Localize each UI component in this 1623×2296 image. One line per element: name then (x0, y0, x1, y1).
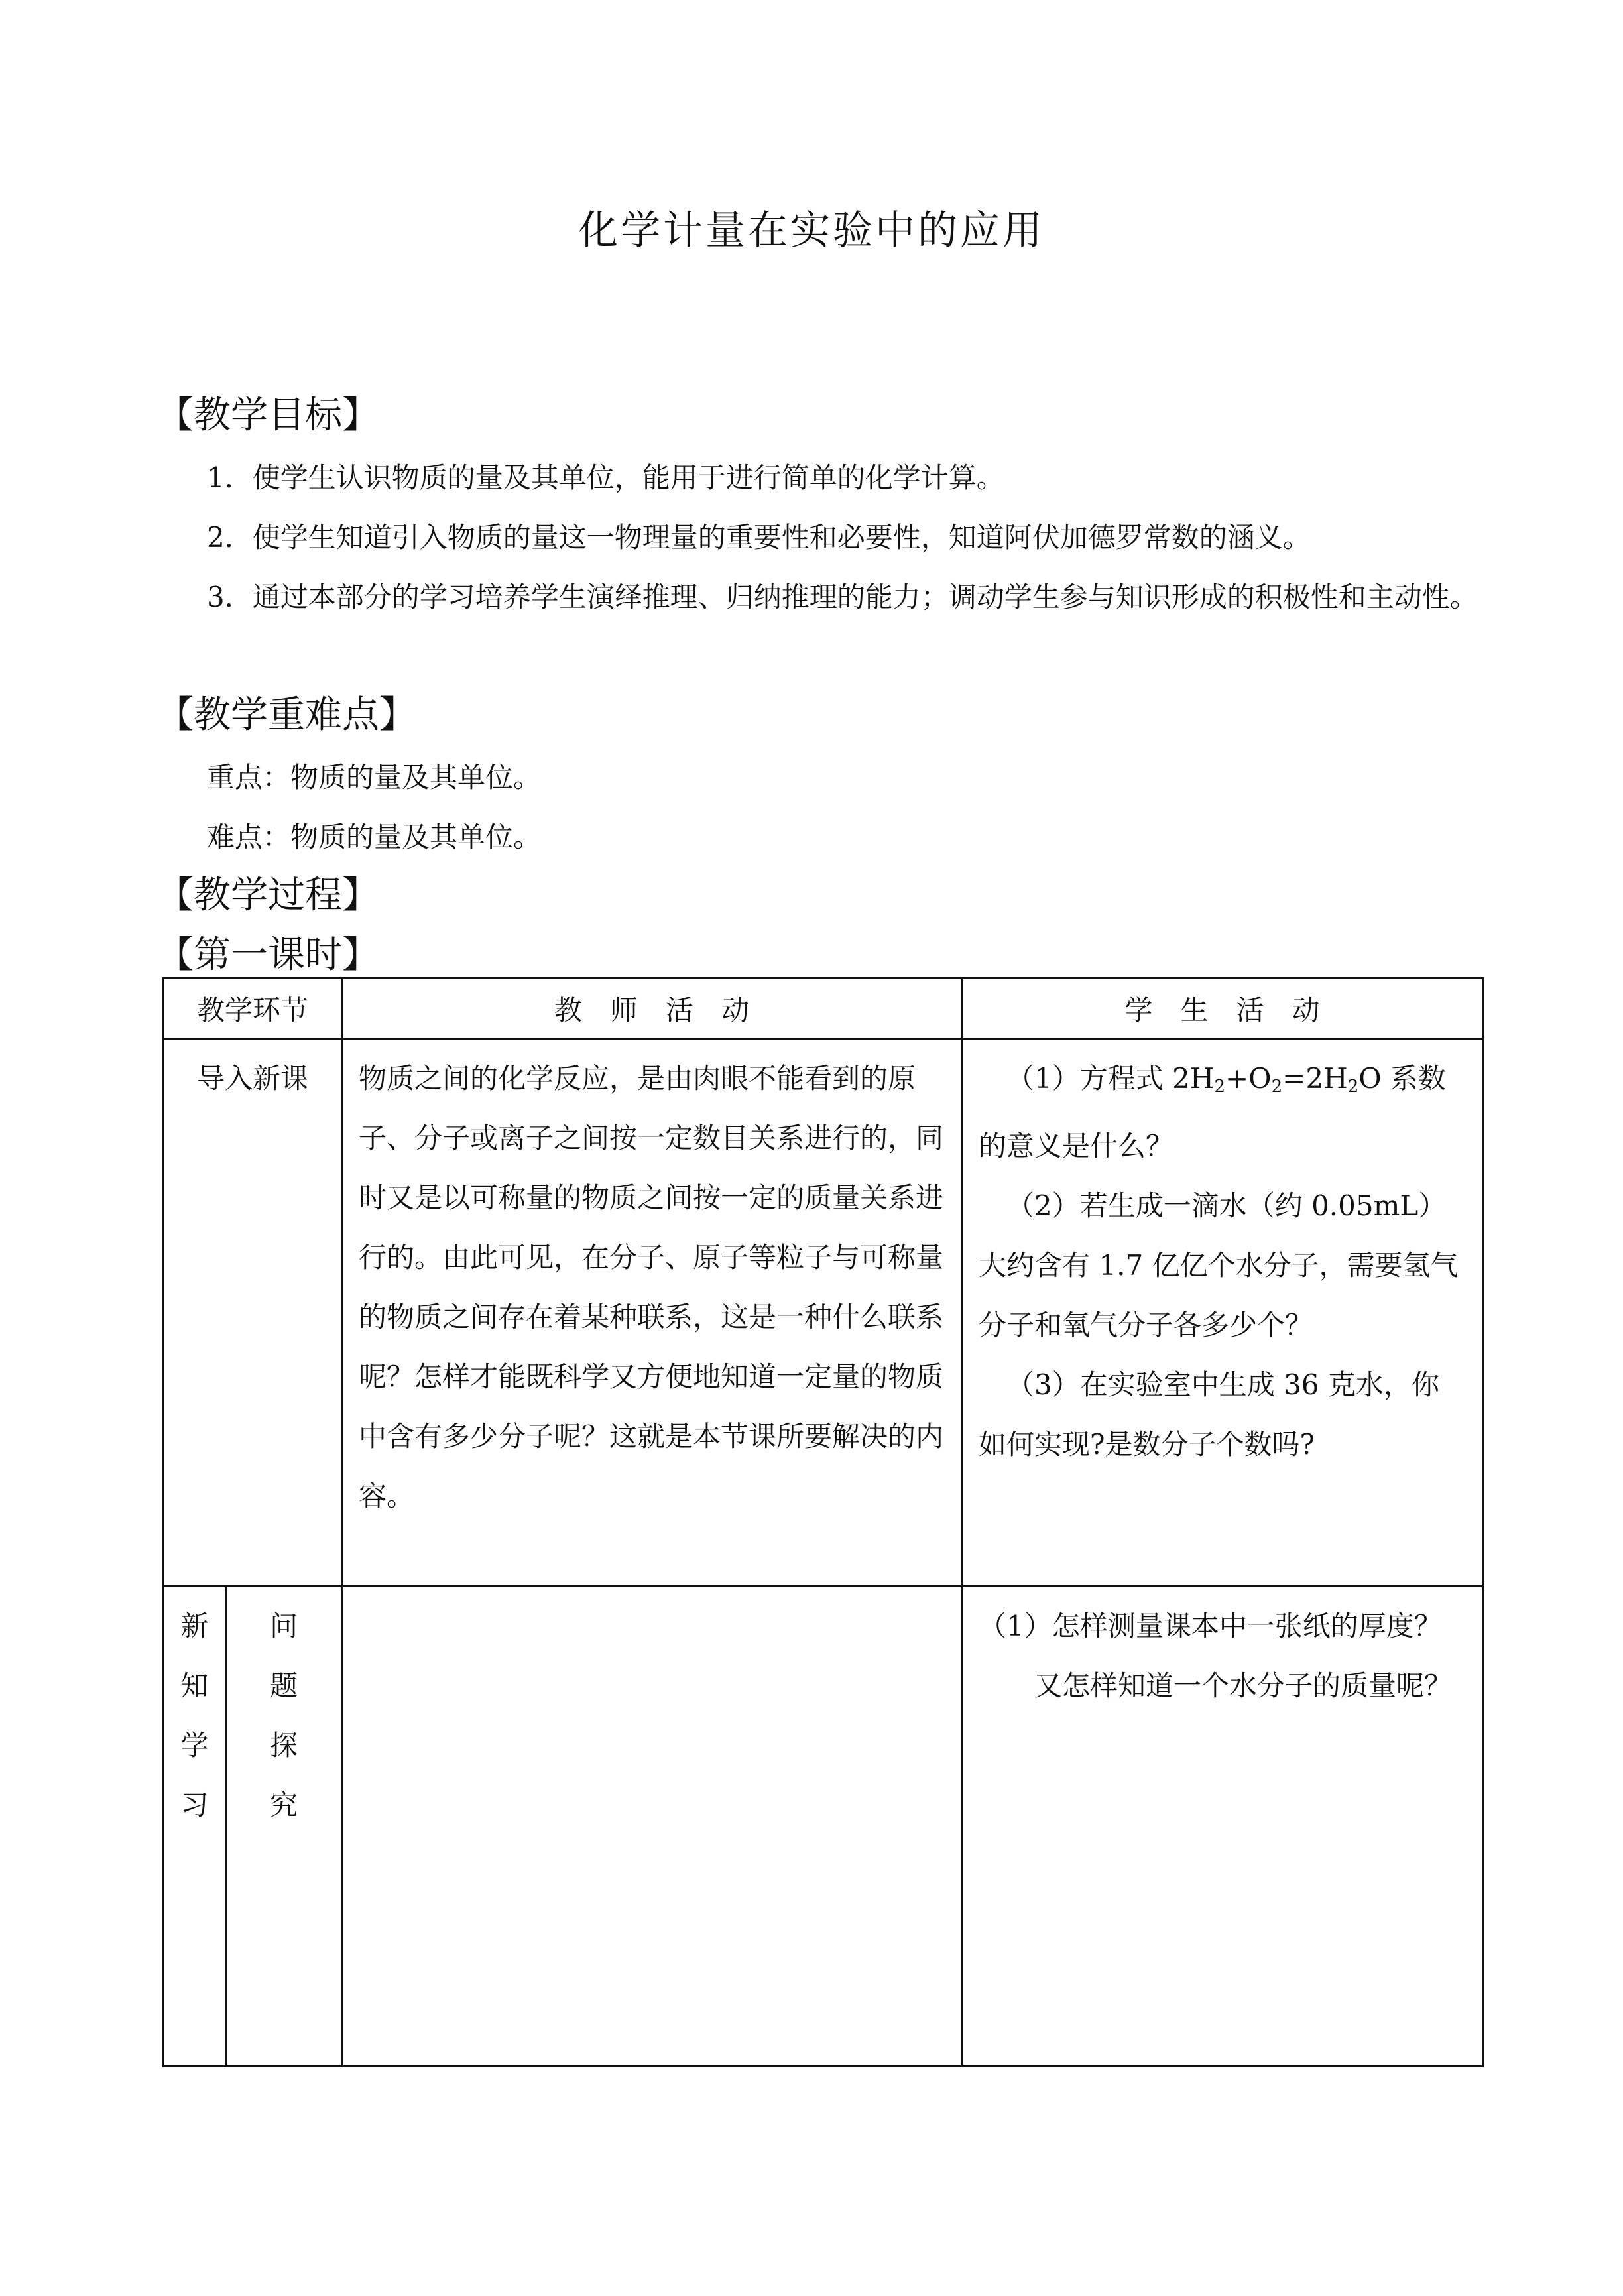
new-knowledge-teacher-text (343, 1587, 961, 1597)
intro-student-text (963, 1040, 1482, 1475)
intro-stage-cell (164, 1039, 342, 1587)
objective-2: 2．使学生知道引入物质的量这一物理量的重要性和必要性，知道阿伏加德罗常数的涵义。 (207, 521, 1311, 554)
new-knowledge-substage-cell (226, 1587, 342, 2067)
table-header-row (164, 979, 1483, 1039)
new-knowledge-substage-label: 问 题 探 究 (270, 1610, 298, 1821)
new-knowledge-stage-cell (164, 1587, 226, 2067)
objective-1: 1．使学生认识物质的量及其单位，能用于进行简单的化学计算。 (207, 461, 1004, 494)
table-row-new-knowledge (164, 1587, 1483, 2067)
objectives-heading: 【教学目标】 (156, 394, 379, 437)
page-title: 化学计量在实验中的应用 (578, 208, 1045, 254)
process-heading: 【教学过程】 (156, 874, 379, 917)
header-teacher: 教 师 活 动 (342, 979, 962, 1039)
lesson-table (162, 977, 1484, 2067)
intro-student-cell (962, 1039, 1483, 1587)
intro-student-q2: （2）若生成一滴水（约 0.05mL）大约含有 1.7 亿亿个水分子，需要氢气分子和氧气分子各多少个？ (979, 1189, 1459, 1341)
table-row-intro (164, 1039, 1483, 1587)
objective-3: 3．通过本部分的学习培养学生演绎推理、归纳推理的能力；调动学生参与知识形成的积极性和主动性。 (207, 581, 1478, 613)
lesson-heading: 【第一课时】 (156, 934, 379, 977)
new-knowledge-student-text (963, 1587, 1482, 1716)
key-points-heading: 【教学重难点】 (156, 694, 416, 737)
difficult-point: 难点：物质的量及其单位。 (207, 821, 542, 853)
intro-student-q1: （1）方程式 $2H_2+O_2=2H_2O$ 系数的意义是什么？ (979, 1062, 1447, 1162)
header-student: 学 生 活 动 (962, 979, 1483, 1039)
intro-teacher-text: 物质之间的化学反应，是由肉眼不能看到的原子、分子或离子之间按一定数目关系进行的，同时又是以可称量的物质之间按一定的质量关系进行的。由此可见，在分子、原子等粒子与可称量的物质之间存在着某种联系，这是一种什么联系呢？怎样才能既科学又方便地知道一定量的物质中含有多少分子呢？这就是本节课所要解决的内容。 (359, 1062, 944, 1512)
header-stage: 教学环节 (164, 979, 342, 1039)
new-knowledge-teacher-cell (342, 1587, 962, 2067)
intro-stage-label: 导入新课 (197, 1062, 309, 1095)
intro-student-q3: （3）在实验室中生成 36 克水，你如何实现?是数分子个数吗? (979, 1368, 1439, 1461)
new-knowledge-stage-label: 新 知 学 习 (180, 1610, 209, 1821)
new-knowledge-student-q1: （1）怎样测量课本中一张纸的厚度？ (979, 1610, 1442, 1642)
new-knowledge-student-cell (962, 1587, 1483, 2067)
intro-teacher-cell (342, 1039, 962, 1587)
new-knowledge-student-q2: 又怎样知道一个水分子的质量呢？ (1034, 1669, 1453, 1702)
key-point: 重点：物质的量及其单位。 (207, 761, 542, 794)
